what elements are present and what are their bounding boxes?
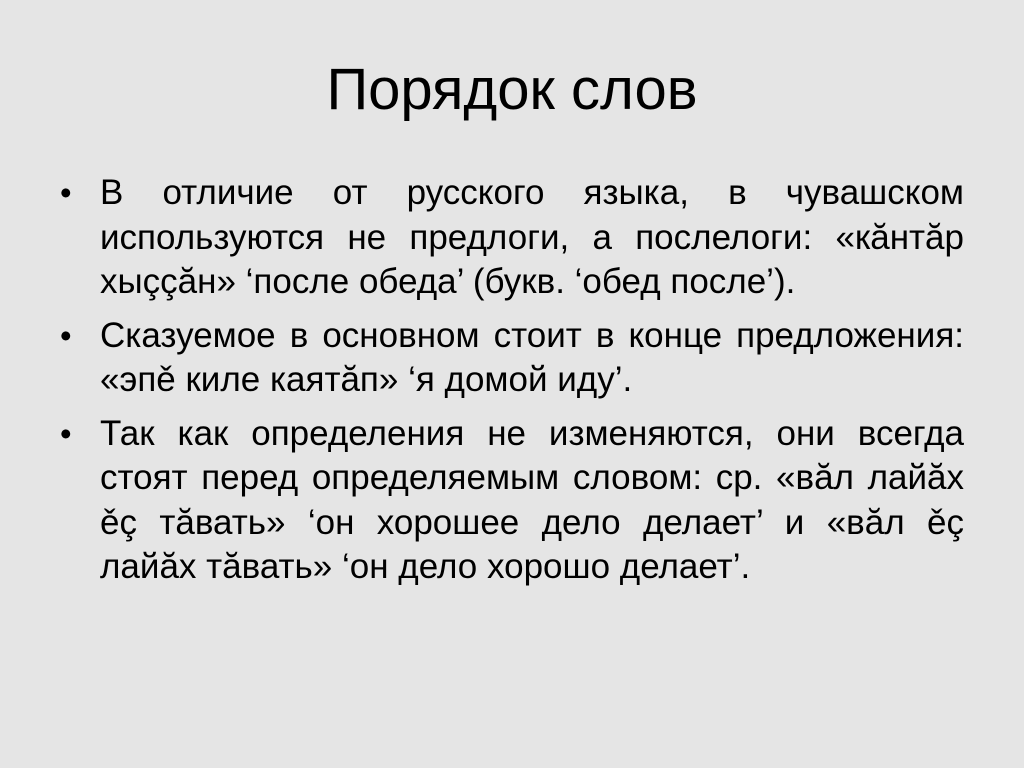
bullet-text: Так как определения не изменяются, они всегда стоят перед определяемым словом: ср. «вăл лайăх ěç тăвать» ‘он хорошее дело делает’ и «вăл ěç лайăх тăвать» ‘он дело хорошо делает’. (100, 413, 964, 586)
bullet-icon: • (60, 174, 72, 211)
bullet-icon: • (60, 414, 72, 452)
bullet-item-attributes (60, 412, 964, 590)
bullet-icon: • (60, 316, 72, 354)
bullet-list (60, 171, 964, 599)
bullet-text: Сказуемое в основном стоит в конце предложения: «эпě киле каятăп» ‘я домой иду’. (100, 315, 964, 399)
bullet-text: В отличие от русского языка, в чувашском используются не предлоги, а послелоги: «кăнтăр хыççăн» ‘после обеда’ (букв. ‘обед после’). (100, 173, 964, 301)
bullet-item-predicate (60, 314, 964, 403)
bullet-item-prepositions (60, 171, 964, 305)
slide-title: Порядок слов (326, 57, 698, 122)
